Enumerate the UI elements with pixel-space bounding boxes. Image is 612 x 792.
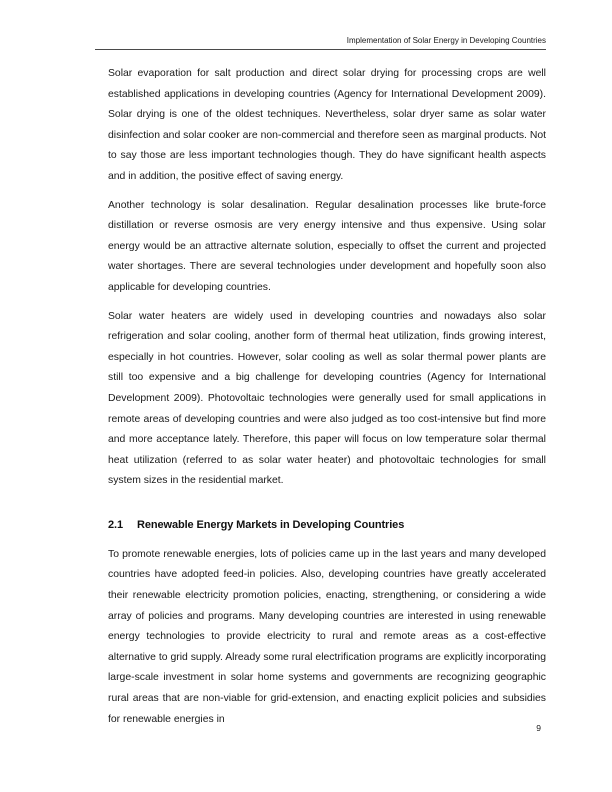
paragraph-solar-desalination: Another technology is solar desalination. Regular desalination processes like brute-force distillation or reverse osmosis are very energy intensive and thus expensive. Using solar energy would be an attractive alternate solution, especially to offset the current and projected water shortages. There are several technologies under development and hopefully soon also applicable for developing countries. bbox=[108, 199, 546, 293]
page-content bbox=[108, 64, 546, 738]
section-title: Renewable Energy Markets in Developing Countries bbox=[137, 518, 405, 531]
running-header bbox=[95, 36, 546, 50]
section-number: 2.1 bbox=[108, 518, 123, 531]
paragraph-solar-evaporation: Solar evaporation for salt production and direct solar drying for processing crops are well established applications in developing countries (Agency for International Development 2009). Solar drying is one of the oldest techniques. Nevertheless, solar dryer same as solar water disinfection and solar cooker are non-commercial and therefore seen as marginal products. Not to say those are less important technologies though. They do have significant health aspects and in addition, the positive effect of saving energy. bbox=[108, 68, 546, 182]
section-heading bbox=[108, 519, 546, 531]
page-number: 9 bbox=[536, 723, 541, 733]
paragraph-solar-water-heaters: Solar water heaters are widely used in developing countries and nowadays also solar refrigeration and solar cooling, another form of thermal heat utilization, finds growing interest, especially in hot countries. However, solar cooling as well as solar thermal power plants are still too expensive and a big challenge for developing countries (Agency for International Development 2009). Photovoltaic technologies were generally used for small applications in remote areas of developing countries and were also judged as too cost-intensive but find more and more acceptance lately. Therefore, this paper will focus on low temperature solar thermal heat utilization (referred to as solar water heater) and photovoltaic technologies for small system sizes in the residential market. bbox=[108, 310, 546, 487]
running-header-title: Implementation of Solar Energy in Developing Countries bbox=[346, 36, 546, 45]
paragraph-renewable-energy-markets: To promote renewable energies, lots of policies came up in the last years and many developed countries have adopted feed-in policies. Also, developing countries have greatly accelerated their renewable electricity promotion policies, enacting, strengthening, or considering a wide array of policies and programs. Many developing countries are interested in using renewable energy technologies to provide electricity to rural and remote areas as a cost-effective alternative to grid supply. Already some rural electrification programs are explicitly incorporating large-scale investment in solar home systems and governments are recognizing geographic rural areas that are non-viable for grid-extension, and enacting explicit policies and subsidies for renewable energies in bbox=[108, 548, 546, 725]
